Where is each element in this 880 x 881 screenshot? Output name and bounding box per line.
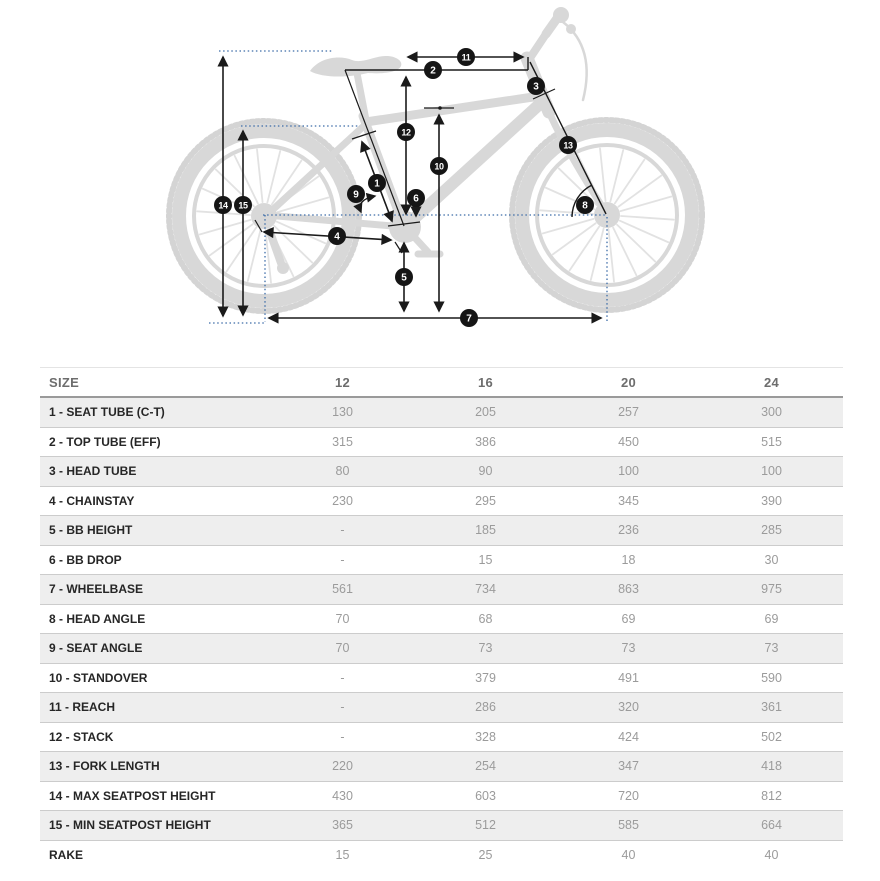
value-cell: 40: [700, 840, 843, 869]
value-cell: 15: [414, 545, 557, 575]
badge-number: 1: [374, 178, 380, 190]
marker-badge-10: [430, 157, 448, 175]
geometry-table-section: [40, 367, 843, 869]
table-row: [40, 486, 843, 516]
value-cell: 720: [557, 781, 700, 811]
table-row: [40, 840, 843, 869]
value-cell: 515: [700, 427, 843, 457]
badge-number: 10: [434, 161, 444, 172]
value-cell: 236: [557, 516, 700, 546]
value-cell: 863: [557, 575, 700, 605]
table-row: [40, 634, 843, 664]
frame: [266, 7, 603, 254]
badge-number: 9: [353, 189, 359, 201]
value-cell: 130: [332, 405, 353, 420]
value-cell: 345: [557, 486, 700, 516]
row-label: 13 - FORK LENGTH: [40, 752, 271, 782]
table-row: [40, 693, 843, 723]
value-cell: 73: [414, 634, 557, 664]
badge-number: 11: [461, 52, 471, 63]
table-row: [40, 604, 843, 634]
value-cell: 73: [700, 634, 843, 664]
value-cell: -: [271, 663, 414, 693]
marker-badge-14: [214, 196, 232, 214]
value-cell: 590: [700, 663, 843, 693]
value-cell: 450: [557, 427, 700, 457]
row-label: 4 - CHAINSTAY: [40, 486, 271, 516]
value-cell: 347: [557, 752, 700, 782]
value-cell: -: [271, 545, 414, 575]
badge-number: 7: [466, 313, 472, 325]
spoke: [235, 156, 258, 204]
value-cell: 512: [414, 811, 557, 841]
value-cell: 230: [271, 486, 414, 516]
front-wheel: [512, 120, 702, 310]
value-cell: 585: [557, 811, 700, 841]
marker-badge-11: [457, 48, 475, 66]
value-cell: 361: [700, 693, 843, 723]
row-label: 11 - REACH: [40, 693, 271, 723]
marker-badge-12: [397, 123, 415, 141]
table-body: [40, 397, 843, 869]
row-label: 6 - BB DROP: [40, 545, 271, 575]
value-cell: 68: [414, 604, 557, 634]
value-cell: 15: [271, 840, 414, 869]
value-cell: 69: [700, 604, 843, 634]
marker-badge-9: [347, 185, 365, 203]
value-cell: -: [271, 516, 414, 546]
spoke: [608, 229, 614, 282]
value-cell: 25: [414, 840, 557, 869]
value-cell: 315: [271, 427, 414, 457]
value-cell: 975: [700, 575, 843, 605]
row-label: 14 - MAX SEATPOST HEIGHT: [40, 781, 271, 811]
header-row: [40, 368, 843, 398]
badge-number: 14: [218, 200, 228, 211]
value-cell: 254: [414, 752, 557, 782]
value-cell: 379: [414, 663, 557, 693]
badge-number: 15: [238, 200, 248, 211]
value-cell: 100: [700, 457, 843, 487]
value-cell: 734: [414, 575, 557, 605]
value-cell: 561: [271, 575, 414, 605]
column-header-12: 12: [271, 368, 414, 398]
value-cell: 424: [557, 722, 700, 752]
row-label: 9 - SEAT ANGLE: [40, 634, 271, 664]
table-row: [40, 752, 843, 782]
value-cell: 812: [700, 781, 843, 811]
value-cell: 185: [414, 516, 557, 546]
value-cell: 430: [271, 781, 414, 811]
column-header-20: 20: [557, 368, 700, 398]
value-cell: 30: [700, 545, 843, 575]
table-row: [40, 516, 843, 546]
value-cell: 418: [700, 752, 843, 782]
value-cell: 286: [414, 693, 557, 723]
value-cell: -: [271, 693, 414, 723]
bike-geometry-diagram: [0, 0, 880, 352]
value-cell: 257: [618, 405, 639, 420]
value-cell: 220: [271, 752, 414, 782]
badge-number: 6: [413, 193, 419, 205]
marker-badge-15: [234, 196, 252, 214]
row-label: RAKE: [40, 840, 271, 869]
row-label: 7 - WHEELBASE: [40, 575, 271, 605]
spoke: [600, 148, 606, 201]
value-cell: 80: [271, 457, 414, 487]
value-cell: 100: [557, 457, 700, 487]
row-label: 3 - HEAD TUBE: [40, 457, 271, 487]
value-cell: 40: [557, 840, 700, 869]
value-cell: 386: [414, 427, 557, 457]
marker-badge-13: [559, 136, 577, 154]
value-cell: 664: [700, 811, 843, 841]
value-cell: -: [271, 722, 414, 752]
table-row: [40, 811, 843, 841]
marker-badge-7: [460, 309, 478, 327]
value-cell: 70: [271, 604, 414, 634]
table-row: [40, 457, 843, 487]
value-cell: 18: [557, 545, 700, 575]
value-cell: 285: [700, 516, 843, 546]
marker-badge-6: [407, 189, 425, 207]
badge-number: 13: [563, 140, 573, 151]
badge-number: 8: [582, 200, 588, 212]
table-row: [40, 663, 843, 693]
row-label: 15 - MIN SEATPOST HEIGHT: [40, 811, 271, 841]
row-label: 2 - TOP TUBE (EFF): [40, 427, 271, 457]
geometry-spec-table: [40, 367, 843, 869]
table-row: [40, 427, 843, 457]
value-cell: 502: [700, 722, 843, 752]
table-header: [40, 368, 843, 398]
value-cell: 205: [475, 405, 496, 420]
column-header-16: 16: [414, 368, 557, 398]
standover-reference-dot: [438, 106, 442, 110]
value-cell: 69: [557, 604, 700, 634]
column-header-24: 24: [700, 368, 843, 398]
marker-badge-3: [527, 77, 545, 95]
table-row: [40, 397, 843, 427]
size-header: SIZE: [40, 368, 271, 398]
table-row: [40, 781, 843, 811]
value-cell: 603: [414, 781, 557, 811]
marker-badge-4: [328, 227, 346, 245]
badge-number: 3: [533, 81, 539, 93]
value-cell: 491: [557, 663, 700, 693]
row-label: 5 - BB HEIGHT: [40, 516, 271, 546]
value-cell: 365: [271, 811, 414, 841]
row-label: 12 - STACK: [40, 722, 271, 752]
value-cell: 90: [414, 457, 557, 487]
badge-number: 5: [401, 272, 407, 284]
table-row: [40, 575, 843, 605]
value-cell: 70: [271, 634, 414, 664]
table-row: [40, 545, 843, 575]
marker-badge-2: [424, 61, 442, 79]
row-label: 1 - SEAT TUBE (C-T): [49, 405, 165, 420]
spoke: [617, 225, 655, 262]
marker-badge-5: [395, 268, 413, 286]
value-cell: 300: [761, 405, 782, 420]
badge-number: 12: [401, 127, 411, 138]
value-cell: 390: [700, 486, 843, 516]
spoke: [257, 149, 263, 202]
table-row: [40, 722, 843, 752]
spoke: [613, 228, 636, 276]
marker-badge-8: [576, 196, 594, 214]
row-label: 10 - STANDOVER: [40, 663, 271, 693]
value-cell: 295: [414, 486, 557, 516]
spoke: [621, 216, 674, 220]
value-cell: 320: [557, 693, 700, 723]
badge-number: 4: [334, 231, 340, 243]
spoke: [620, 221, 668, 243]
value-cell: 328: [414, 722, 557, 752]
row-label: 8 - HEAD ANGLE: [40, 604, 271, 634]
value-cell: 73: [557, 634, 700, 664]
marker-badge-1: [368, 174, 386, 192]
badge-number: 2: [430, 65, 436, 77]
